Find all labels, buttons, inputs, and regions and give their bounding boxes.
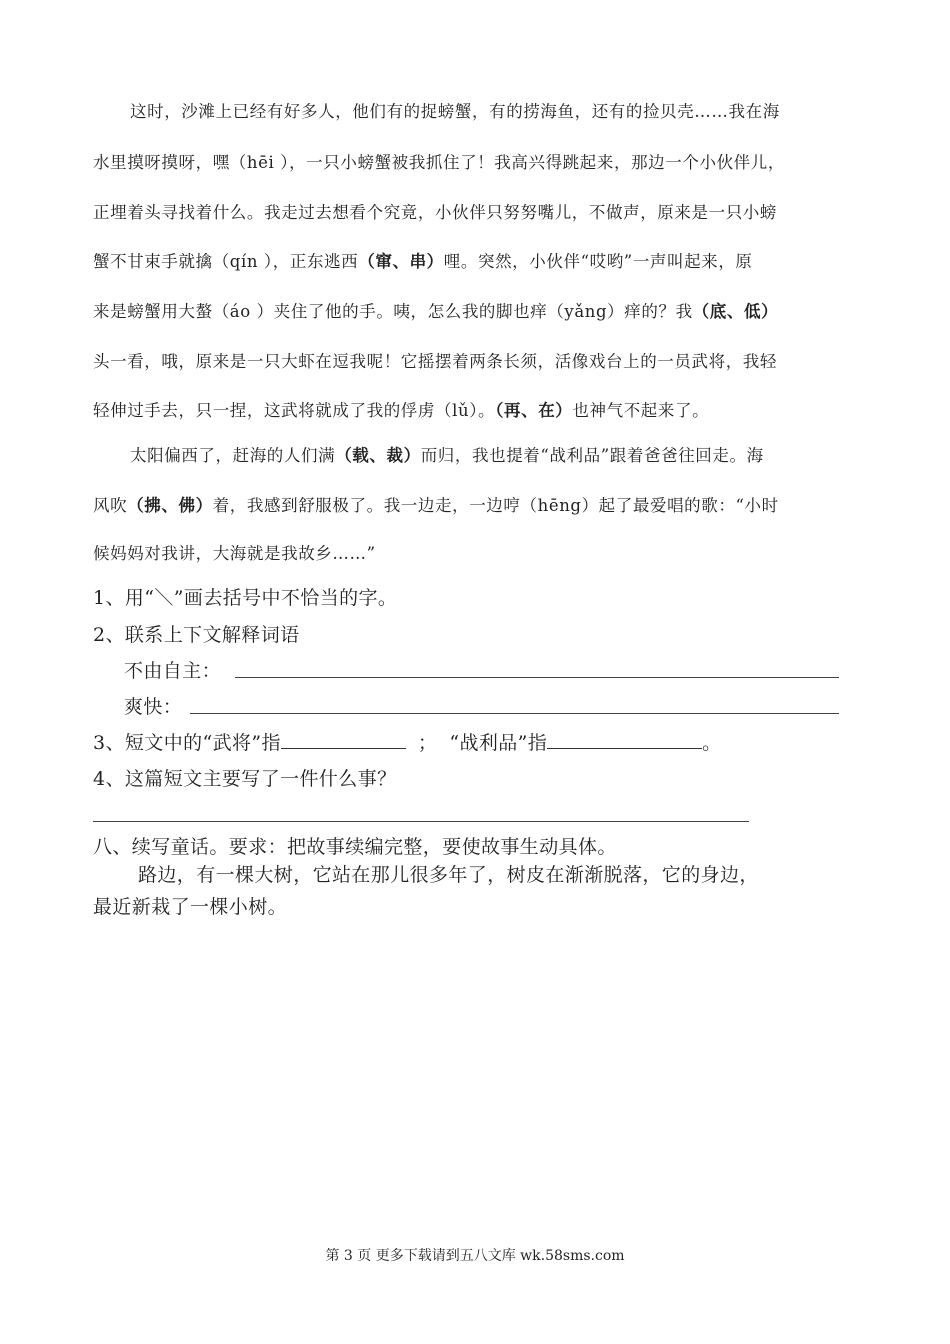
passage-text: 来是螃蟹用大螯（áo ）夹住了他的手。咦，怎么我的脚也痒（yǎng）痒的？我 [93,302,693,321]
passage-line: 候妈妈对我讲，大海就是我故乡……” [93,544,376,563]
passage-text: 风吹 [93,496,128,515]
passage-line [130,442,764,466]
answer-line-term-1[interactable] [235,677,839,678]
separator: ； [417,732,438,754]
choice-bracket: （窜、串） [358,252,444,271]
passage-line: 这时，沙滩上已经有好多人，他们有的捉螃蟹，有的捞海鱼，还有的捡贝壳……我在海 [130,102,780,121]
passage-text: 着，我感到舒服极了。我一边走，一边哼（hēng）起了最爱唱的歌：“小时 [212,496,779,515]
choice-bracket: （载、裁） [335,446,421,465]
choice-bracket: （拂、佛） [127,496,213,515]
passage-text: 轻伸过手去，只一捏，这武将就成了我的俘虏（lǔ）。 [93,401,496,420]
choice-bracket: （再、在） [495,401,573,420]
answer-line-term-2[interactable] [190,713,839,714]
question-2: 2、联系上下文解释词语 [93,624,300,646]
passage-line: 正埋着头寻找着什么。我走过去想看个究竟，小伙伴只努努嘴儿，不做声，原来是一只小螃 [93,203,777,222]
answer-blank-wujiang[interactable] [281,730,406,749]
passage-text: 哩。突然，小伙伴“哎哟”一声叫起来，原 [443,252,753,271]
passage-line: 水里摸呀摸呀，嘿（hēi ），一只小螃蟹被我抓住了！我高兴得跳起来，那边一个小伙伴儿， [93,153,785,172]
page-footer: 第 3 页 更多下载请到五八文库 wk.58sms.com [325,1248,625,1264]
section-8-title: 八、续写童话。要求：把故事续编完整，要使故事生动具体。 [93,836,617,858]
period: 。 [702,732,722,754]
question-3 [93,728,722,755]
passage-text: 太阳偏西了，赶海的人们满 [130,446,336,465]
term-label-2: 爽快： [124,696,183,718]
answer-line-q4[interactable] [93,821,749,822]
passage-line [93,248,753,272]
question-1: 1、用“＼”画去括号中不恰当的字。 [93,587,398,609]
question-3-text-a: 3、短文中的“武将”指 [93,732,281,754]
answer-blank-zhanlipin[interactable] [547,730,702,749]
choice-bracket: （底、低） [692,302,779,321]
question-4: 4、这篇短文主要写了一件什么事？ [93,768,397,790]
passage-line [93,397,709,421]
passage-text: 蟹不甘束手就擒（qín ），正东逃西 [93,252,359,271]
passage-line: 头一看，哦，原来是一只大虾在逗我呢！它摇摆着两条长须，活像戏台上的一员武将，我轻 [93,352,777,371]
term-label-1: 不由自主： [124,660,222,682]
passage-text: 而归，我也提着“战利品”跟着爸爸往回走。海 [420,446,764,465]
passage-line [93,298,778,322]
question-3-text-b: “战利品”指 [449,732,548,754]
passage-line [93,492,779,516]
story-line: 路边，有一棵大树，它站在那儿很多年了，树皮在渐渐脱落，它的身边， [138,864,759,886]
passage-text: 也神气不起来了。 [572,401,710,420]
story-line: 最近新栽了一棵小树。 [93,896,288,918]
